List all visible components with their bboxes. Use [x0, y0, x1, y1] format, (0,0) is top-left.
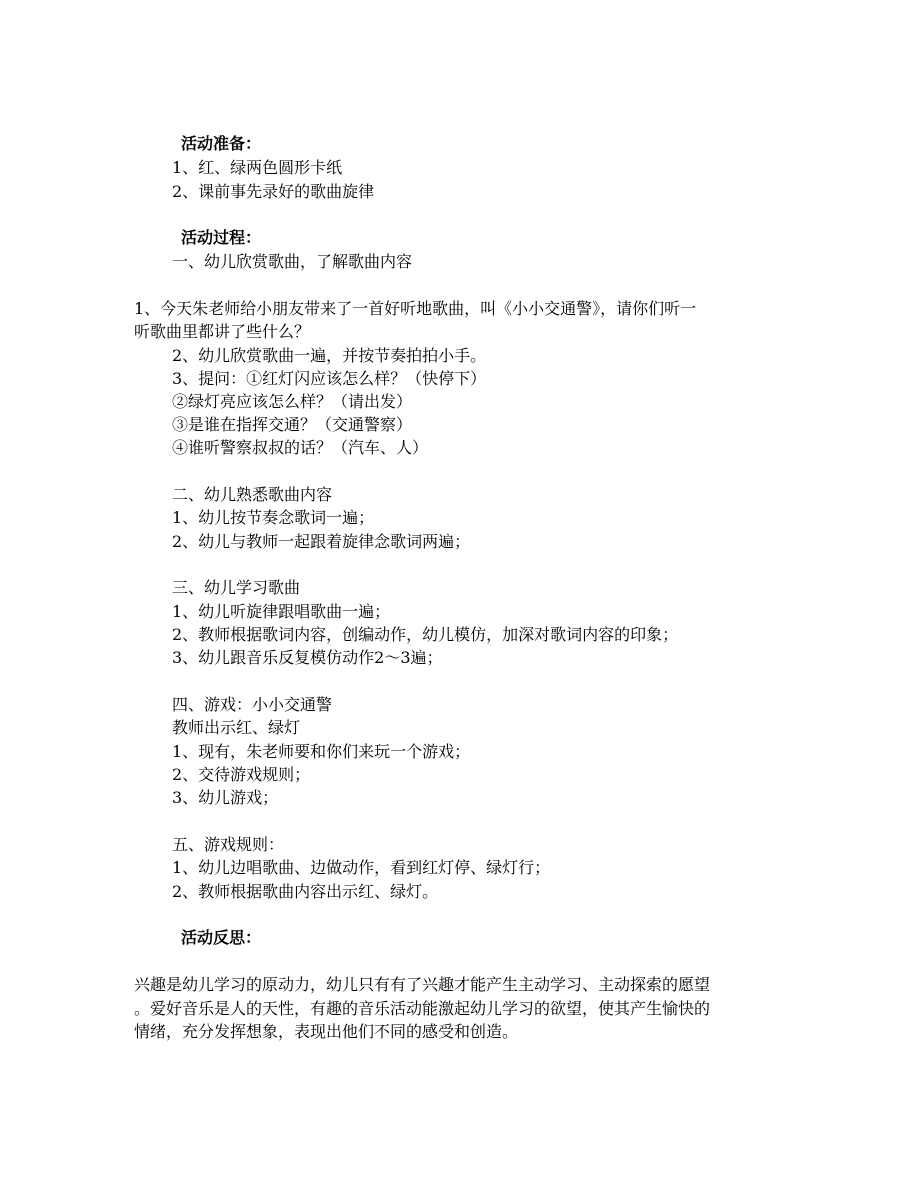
list-item: 1、幼儿听旋律跟唱歌曲一遍； — [172, 602, 391, 621]
process-heading: 活动过程： — [181, 228, 262, 247]
list-item: 1、现有，朱老师要和你们来玩一个游戏； — [172, 742, 471, 761]
list-item: 1、幼儿边唱歌曲、边做动作，看到红灯停、绿灯行； — [172, 858, 551, 877]
list-item: 1、幼儿按节奏念歌词一遍； — [172, 508, 375, 527]
paragraph-line: 。爱好音乐是人的天性，有趣的音乐活动能激起幼儿学习的欲望，使其产生愉快的 — [134, 999, 711, 1018]
list-item: 3、幼儿游戏； — [172, 788, 279, 807]
list-item: 2、幼儿与教师一起跟着旋律念歌词两遍； — [172, 532, 471, 551]
paragraph-line: 1、今天朱老师给小朋友带来了一首好听地歌曲，叫《小小交通警》，请你们听一 — [134, 299, 697, 318]
reflection-heading: 活动反思： — [181, 928, 262, 947]
paragraph-line: 听歌曲里都讲了些什么？ — [134, 322, 311, 341]
paragraph-line: 情绪，充分发挥想象，表现出他们不同的感受和创造。 — [134, 1022, 519, 1041]
list-item: 2、幼儿欣赏歌曲一遍，并按节奏拍拍小手。 — [172, 346, 487, 365]
list-item: 2、交待游戏规则； — [172, 765, 311, 784]
list-item: 2、教师根据歌词内容，创编动作，幼儿模仿，加深对歌词内容的印象； — [172, 625, 679, 644]
list-item: 3、提问：①红灯闪应该怎么样？（快停下） — [172, 369, 487, 388]
list-item: 教师出示红、绿灯 — [172, 718, 301, 737]
preparation-item: 1、红、绿两色圆形卡纸 — [172, 158, 343, 177]
list-item: ④谁听警察叔叔的话？（汽车、人） — [172, 438, 429, 457]
list-item: 3、幼儿跟音乐反复模仿动作2～3遍； — [172, 648, 443, 667]
section-title: 三、幼儿学习歌曲 — [172, 578, 301, 597]
section-title: 一、幼儿欣赏歌曲，了解歌曲内容 — [172, 252, 413, 271]
paragraph-line: 兴趣是幼儿学习的原动力，幼儿只有有了兴趣才能产生主动学习、主动探索的愿望 — [134, 975, 711, 994]
section-title: 五、游戏规则： — [172, 835, 285, 854]
preparation-item: 2、课前事先录好的歌曲旋律 — [172, 182, 375, 201]
list-item: 2、教师根据歌曲内容出示红、绿灯。 — [172, 882, 439, 901]
list-item: ②绿灯亮应该怎么样？（请出发） — [172, 392, 413, 411]
preparation-heading: 活动准备： — [181, 134, 262, 153]
list-item: ③是谁在指挥交通？（交通警察） — [172, 415, 413, 434]
section-title: 四、游戏：小小交通警 — [172, 695, 333, 714]
section-title: 二、幼儿熟悉歌曲内容 — [172, 485, 333, 504]
